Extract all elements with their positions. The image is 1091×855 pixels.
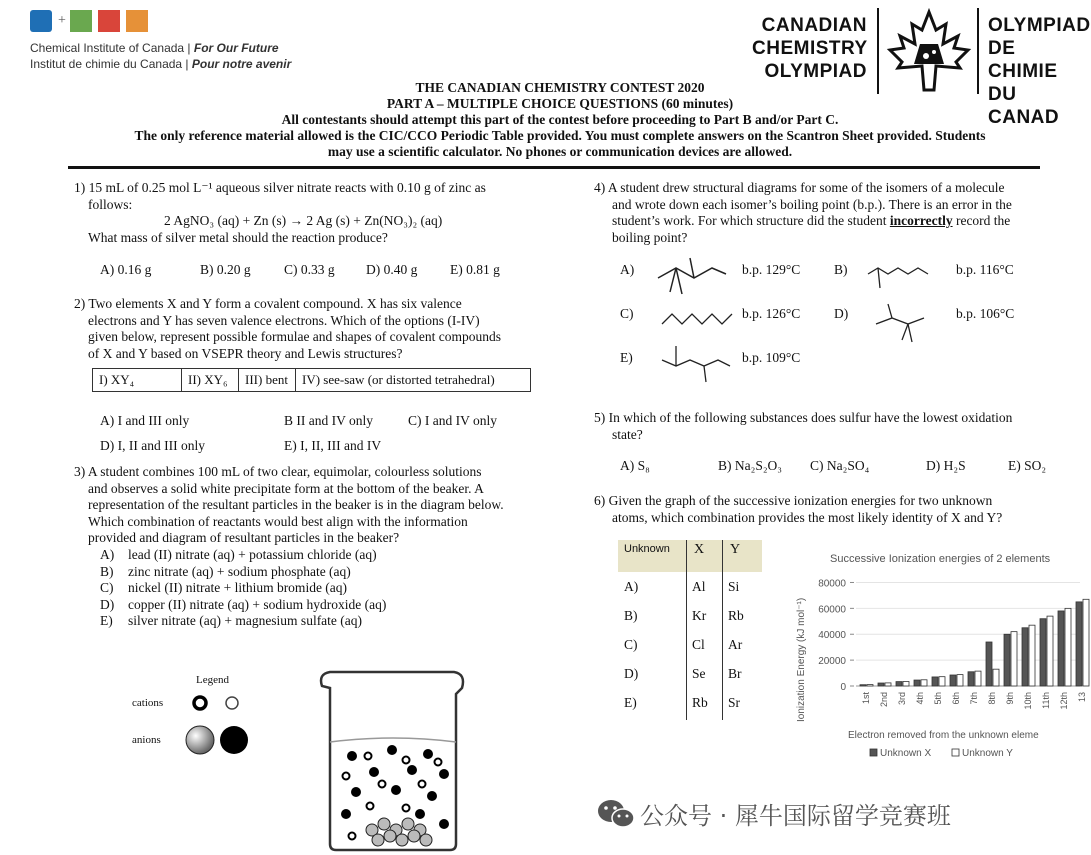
chart-xtick-label: 13	[1077, 692, 1087, 703]
chart-bar-x	[914, 680, 920, 686]
q1-choice-a[interactable]: A) 0.16 g	[100, 262, 152, 277]
q2-choice-e[interactable]: E) I, II, III and IV	[284, 438, 382, 453]
question-2: 2) Two elements X and Y form a covalent compound. X has six valence electrons and Y has seven valence electrons. Which of the options (I-IV) given below, represent possible formulae and shapes of covalent compounds of X and Y based on VSEPR theory and Lewis structures?	[74, 296, 502, 361]
cic-logo-green-icon	[70, 10, 92, 32]
chart-xtick-label: 6th	[951, 692, 961, 705]
q2-choice-c[interactable]: C) I and IV only	[408, 413, 497, 428]
q4-structure-b	[864, 258, 934, 294]
instruction-1: All contestants should attempt this part of the contest before proceeding to Part B and/or Part C.	[281, 112, 839, 127]
legend-title: Legend	[196, 674, 229, 686]
q1-choice-e[interactable]: E) 0.81 g	[450, 262, 500, 277]
chart-bar-x	[968, 672, 974, 686]
chart-xtick-label: 1st	[861, 692, 871, 705]
cic-name: Chemical Institute of Canada | For Our Future Institut de chimie du Canada | Pour notre avenir	[30, 41, 292, 71]
q4-choice-d-label[interactable]: D)	[834, 306, 849, 321]
q4-bp-b: b.p. 116°C	[956, 262, 1014, 277]
q2-option-2: II) XY₆	[182, 369, 239, 392]
q6-row-a[interactable]: A) Al Si	[624, 578, 740, 594]
chart-bar-x	[1040, 619, 1046, 686]
q4-choice-b-label[interactable]: B)	[834, 262, 848, 277]
q5-choice-a[interactable]: A) S₈	[620, 458, 650, 473]
chart-ytick-label: 80000	[818, 578, 846, 590]
chart-bar-x	[950, 675, 956, 686]
question-1: 1) 15 mL of 0.25 mol L⁻¹ aqueous silver nitrate reacts with 0.10 g of zinc as follows: 2 AgNO₃ (aq) + Zn (s) → 2 Ag (s) + Zn(NO₃)₂ (aq) What mass of silver metal should the reaction produce?	[74, 180, 544, 246]
chart-bar-x	[1076, 602, 1082, 686]
q6-header-y: Y	[730, 542, 741, 557]
chart-bar-x	[896, 682, 902, 686]
q4-choice-a-label[interactable]: A)	[620, 262, 635, 277]
q6-answer-table	[618, 540, 764, 720]
ionization-energy-chart	[780, 546, 1087, 766]
chart-legend-label: Unknown X	[880, 748, 932, 759]
q2-option-4: IV) see-saw (or distorted tetrahedral)	[296, 369, 531, 392]
q3-choice-e[interactable]: E) silver nitrate (aq) + magnesium sulfate (aq)	[100, 613, 363, 628]
q6-row-c[interactable]: C) Cl Ar	[624, 636, 743, 652]
chart-bar-y	[903, 681, 909, 686]
q3-choice-a[interactable]: A) lead (II) nitrate (aq) + potassium chloride (aq)	[100, 547, 377, 562]
q6-table-body	[618, 572, 762, 717]
chart-bar-x	[860, 685, 866, 686]
chart-bar-y	[993, 669, 999, 686]
chart-xtick-label: 5th	[933, 692, 943, 705]
chart-bar-y	[1083, 599, 1089, 686]
cco-english-name: CANADIAN CHEMISTRY OLYMPIAD	[752, 15, 868, 82]
q3-choice-c[interactable]: C) nickel (II) nitrate + lithium bromide (aq)	[100, 580, 348, 595]
cic-logo-orange-icon	[126, 10, 148, 32]
chart-bar-x	[1004, 634, 1010, 686]
legend-cations-label: cations	[132, 697, 164, 709]
contest-header	[60, 80, 1060, 160]
q1-choice-c[interactable]: C) 0.33 g	[284, 262, 335, 277]
chart-legend-swatch	[952, 749, 959, 756]
contest-title: THE CANADIAN CHEMISTRY CONTEST 2020	[415, 80, 705, 95]
q2-choice-a[interactable]: A) I and III only	[100, 413, 190, 428]
question-6: 6) Given the graph of the successive ionization energies for two unknown atoms, which combination provides the most likely identity of X and Y?	[594, 493, 1003, 525]
cco-french-name: OLYMPIAD DE CHIMIE DU CANAD	[988, 15, 1091, 128]
chart-title: Successive Ionization energies of 2 elements	[830, 553, 1051, 565]
cic-logo: +	[30, 10, 150, 32]
chart-xtick-label: 12th	[1059, 692, 1069, 710]
legend-particles	[180, 690, 260, 760]
chart-bar-y	[957, 675, 963, 686]
q5-choice-c[interactable]: C) Na₂SO₄	[810, 458, 870, 473]
chart-ytick-label: 40000	[818, 630, 846, 642]
q6-header-x: X	[694, 542, 705, 557]
watermark-text: 公众号 · 犀牛国际留学竞赛班	[640, 802, 951, 830]
question-4: 4) A student drew structural diagrams for some of the isomers of a molecule and wrote down each isomer’s boiling point (b.p.). There is an error in the student’s work. For which structure did the student incorrectly record the boiling point?	[594, 180, 1012, 245]
q2-choice-b[interactable]: B II and IV only	[284, 413, 373, 428]
q1-choice-b[interactable]: B) 0.20 g	[200, 262, 251, 277]
chart-xtick-label: 3rd	[897, 692, 907, 706]
chart-bar-x	[932, 677, 938, 686]
q2-choice-d[interactable]: D) I, II and III only	[100, 438, 205, 453]
chart-xtick-label: 9th	[1005, 692, 1015, 705]
q6-row-d[interactable]: D) Se Br	[624, 665, 742, 681]
q2-options-table	[92, 368, 531, 392]
q5-choice-e[interactable]: E) SO₂	[1008, 458, 1047, 473]
q4-structure-c	[658, 304, 738, 334]
header-rule	[68, 166, 1040, 169]
chart-ytick-label: 60000	[818, 604, 846, 616]
q4-bp-d: b.p. 106°C	[956, 306, 1015, 321]
q6-row-e[interactable]: E) Rb Sr	[624, 694, 741, 710]
chart-legend-label: Unknown Y	[962, 748, 1013, 759]
q4-bp-c: b.p. 126°C	[742, 306, 801, 321]
q6-row-b[interactable]: B) Kr Rb	[624, 607, 744, 623]
chart-bar-y	[885, 683, 891, 686]
q1-choice-d[interactable]: D) 0.40 g	[366, 262, 418, 277]
chart-bar-y	[1047, 616, 1053, 686]
chart-bar-y	[975, 671, 981, 686]
cic-logo-blue-icon	[30, 10, 52, 32]
q4-structure-a	[654, 252, 734, 300]
chart-xtick-label: 10th	[1023, 692, 1033, 710]
part-title: PART A – MULTIPLE CHOICE QUESTIONS (60 minutes)	[386, 96, 734, 111]
q6-header-unknown: Unknown	[624, 543, 670, 555]
q4-choice-c-label[interactable]: C)	[620, 306, 634, 321]
q2-option-3: III) bent	[239, 369, 296, 392]
chart-bar-x	[878, 683, 884, 686]
chart-xtick-label: 2nd	[879, 692, 889, 708]
chart-xlabel: Electron removed from the unknown eleme	[848, 730, 1039, 741]
chart-bar-y	[939, 677, 945, 686]
chart-xtick-label: 4th	[915, 692, 925, 705]
question-5: 5) In which of the following substances does sulfur have the lowest oxidation state?	[594, 410, 1013, 442]
q3-choices	[100, 547, 386, 630]
q4-bp-e: b.p. 109°C	[742, 350, 801, 365]
q3-choice-b[interactable]: B) zinc nitrate (aq) + sodium phosphate (aq)	[100, 563, 351, 579]
q4-emphasis: incorrectly	[889, 213, 953, 228]
chart-bar-y	[867, 685, 873, 686]
chart-bar-y	[1065, 608, 1071, 686]
q5-choice-b[interactable]: B) Na₂S₂O₃	[718, 458, 782, 473]
beaker-diagram	[316, 664, 468, 852]
chart-xtick-label: 7th	[969, 692, 979, 705]
watermark	[596, 796, 951, 831]
instruction-2: The only reference material allowed is the CIC/CCO Periodic Table provided. You must complete answers on the Scantron Sheet provided. Students	[134, 128, 986, 143]
q4-choice-e-label[interactable]: E)	[620, 350, 633, 365]
cic-logo-red-icon	[98, 10, 120, 32]
chart-bar-x	[986, 642, 992, 686]
chart-bar-x	[1022, 628, 1028, 686]
q5-choice-d[interactable]: D) H₂S	[926, 458, 966, 473]
chart-bar-x	[1058, 611, 1064, 686]
chart-ytick-label: 0	[840, 682, 846, 693]
q4-structure-e	[658, 342, 738, 384]
chart-bar-y	[1029, 625, 1035, 686]
q1-equation: 2 AgNO₃ (aq) + Zn (s) → 2 Ag (s) + Zn(NO₃)₂ (aq)	[164, 213, 443, 228]
q3-choice-d[interactable]: D) copper (II) nitrate (aq) + sodium hydroxide (aq)	[100, 596, 387, 612]
chart-ytick-label: 20000	[818, 656, 846, 668]
chart-bar-y	[1011, 632, 1017, 686]
q2-option-1: I) XY₄	[93, 369, 182, 392]
q4-bp-a: b.p. 129°C	[742, 262, 801, 277]
wechat-icon	[596, 797, 636, 831]
chart-ylabel: Ionization Energy (kJ mol⁻¹)	[796, 597, 807, 722]
instruction-3: may use a scientific calculator. No phones or communication devices are allowed.	[327, 144, 793, 159]
chart-bar-y	[921, 680, 927, 686]
q4-structure-d	[872, 300, 936, 348]
legend-anions-label: anions	[132, 734, 161, 746]
chart-xtick-label: 8th	[987, 692, 997, 705]
chart-legend-swatch	[870, 749, 877, 756]
chart-xtick-label: 11th	[1041, 692, 1051, 709]
question-3: 3) A student combines 100 mL of two clear, equimolar, colourless solutions and observes a solid white precipitate form at the bottom of the beaker. A representation of the resultant particles in the beaker is in the diagram below. Which combination of reactants would best align with the information provided and diagram of resultant particles in the beaker?	[74, 464, 504, 545]
